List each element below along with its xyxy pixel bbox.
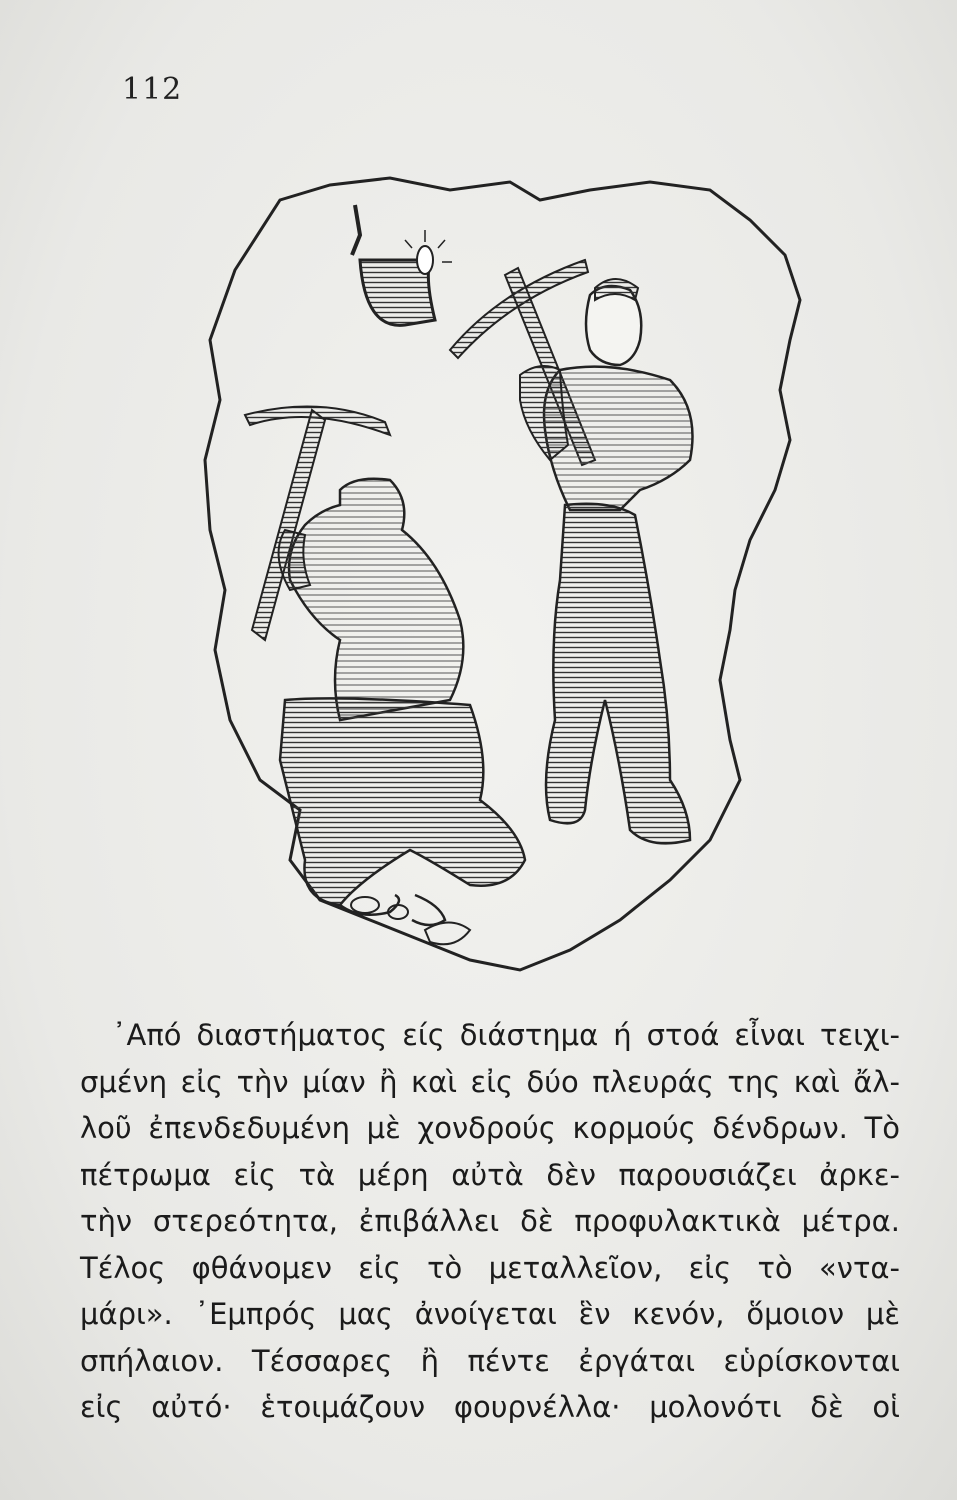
text-line: εἰς αὐτό· ἑτοιμάζουν φουρνέλλα· μολονότι δὲ οἱ: [80, 1390, 900, 1424]
text-line: ᾿Από διαστήματος είς διάστημα ή στοά εἶναι τειχι-: [112, 1018, 900, 1052]
text-line: λοῦ ἐπενδεδυμένη μὲ χονδρούς κορμούς δένδρων. Τὸ: [80, 1111, 900, 1145]
text-line: σπήλαιον. Τέσσαρες ἢ πέντε ἐργάται εὑρίσκονται: [80, 1343, 900, 1378]
text-line: Τέλος φθάνομεν εἰς τὸ μεταλλεῖον, εἰς τὸ «ντα-: [80, 1250, 900, 1285]
miners-illustration: [190, 160, 810, 980]
text-line: τὴν στερεότητα, ἐπιβάλλει δὲ προφυλακτικὰ μέτρα.: [80, 1204, 900, 1238]
body-text: [80, 1012, 900, 1431]
text-line: μάρι». ᾿Εμπρός μας ἀνοίγεται ἓν κενόν, ὅμοιον μὲ: [80, 1297, 900, 1331]
hanging-lamp: [352, 205, 452, 325]
page-number: 112: [122, 72, 183, 107]
text-line: πέτρωμα εἰς τὰ μέρη αὐτὰ δὲν παρουσιάζει ἀρκε-: [80, 1157, 900, 1192]
kneeling-miner: [279, 479, 525, 925]
text-line: σμένη εἰς τὴν μίαν ἢ καὶ εἰς δύο πλευράς της καὶ ἄλ-: [80, 1064, 900, 1099]
